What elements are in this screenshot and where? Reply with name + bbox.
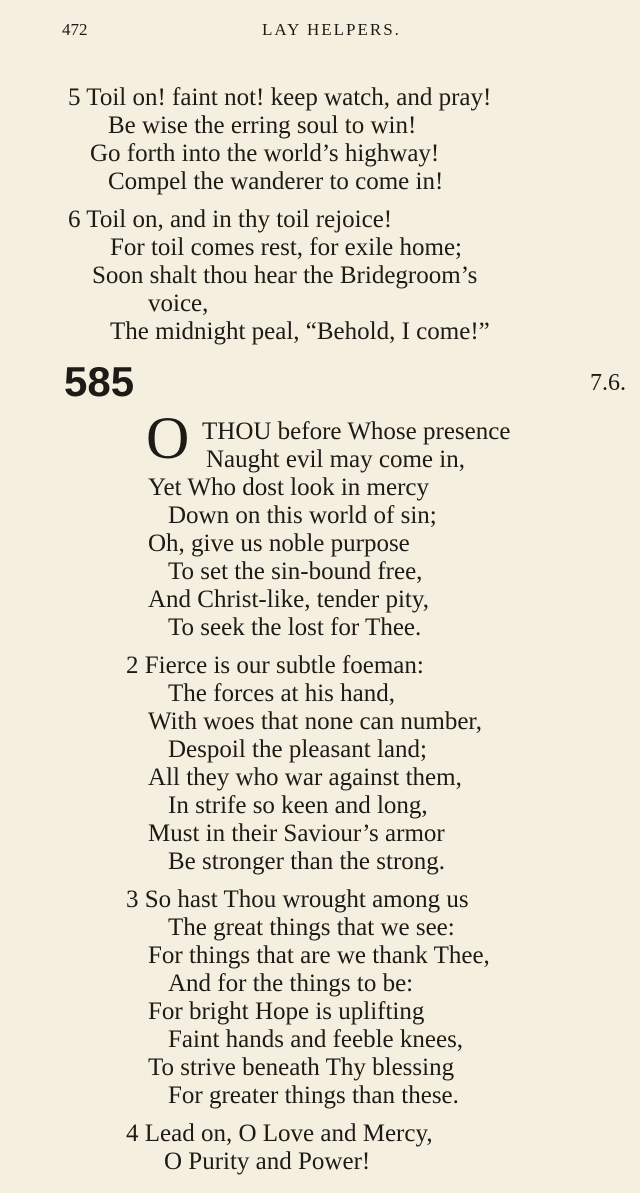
verse-line: And Christ-like, tender pity,	[148, 586, 429, 613]
verse-line: To strive beneath Thy blessing	[148, 1054, 455, 1081]
verse-line: For bright Hope is uplifting	[148, 998, 425, 1025]
verse-line: The forces at his hand,	[168, 680, 396, 707]
verse-line: The great things that we see:	[168, 914, 455, 941]
verse-line: Compel the wanderer to come in!	[108, 168, 444, 195]
verse-line: 4 Lead on, O Love and Mercy,	[126, 1120, 433, 1147]
verse-line: O Purity and Power!	[164, 1148, 371, 1175]
page-number: 472	[62, 20, 88, 39]
verse-line: Go forth into the world’s highway!	[90, 140, 440, 167]
page-header	[62, 20, 592, 46]
verse-line: Faint hands and feeble knees,	[168, 1026, 464, 1053]
verse-line: Oh, give us noble purpose	[148, 530, 410, 557]
verse-line: With woes that none can number,	[148, 708, 483, 735]
verse-line: All they who war against them,	[148, 764, 462, 791]
verse-line: 5 Toil on! faint not! keep watch, and pray!	[68, 84, 492, 111]
verse-line: Naught evil may come in,	[206, 446, 465, 473]
verse-line: The midnight peal, “Behold, I come!”	[110, 318, 490, 345]
verse-line: In strife so keen and long,	[168, 792, 428, 819]
verse-line: To seek the lost for Thee.	[168, 614, 422, 641]
verse-line: voice,	[148, 290, 209, 317]
verse-line: Despoil the pleasant land;	[168, 736, 427, 763]
verse-line: Soon shalt thou hear the Bridegroom’s	[92, 262, 478, 289]
verse-line: THOU before Whose presence	[202, 418, 511, 445]
hymn-number: 585	[64, 358, 135, 405]
verse-line: For greater things than these.	[168, 1082, 459, 1109]
verse-line: 2 Fierce is our subtle foeman:	[126, 652, 424, 679]
verse-line: To set the sin-bound free,	[168, 558, 423, 585]
verse-line: Yet Who dost look in mercy	[148, 474, 430, 501]
verse-line: For things that are we thank Thee,	[148, 942, 490, 969]
verse-line: 3 So hast Thou wrought among us	[126, 886, 469, 913]
verse-line: And for the things to be:	[168, 970, 414, 997]
verse-line: Must in their Saviour’s armor	[148, 820, 445, 847]
drop-cap: O	[146, 405, 190, 471]
verse-line: Be wise the erring soul to win!	[108, 112, 417, 139]
running-head: LAY HELPERS.	[262, 20, 401, 39]
verse-line: 6 Toil on, and in thy toil rejoice!	[68, 206, 393, 233]
verse-line: For toil comes rest, for exile home;	[110, 234, 463, 261]
verse-line: Be stronger than the strong.	[168, 848, 446, 875]
hymn-meter: 7.6.	[590, 370, 626, 396]
verse-line: Down on this world of sin;	[168, 502, 437, 529]
